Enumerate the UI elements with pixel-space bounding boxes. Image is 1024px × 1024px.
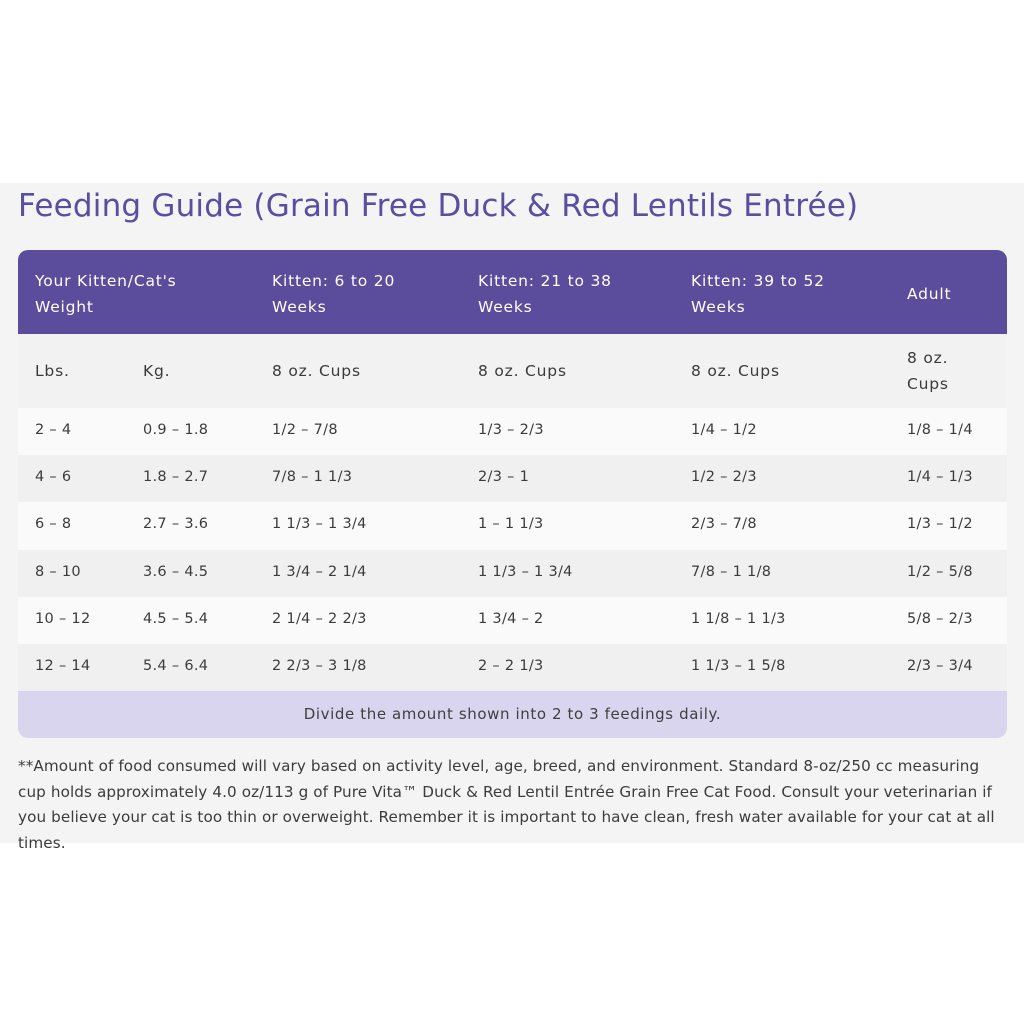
header-kitten-39-52 [691,268,825,320]
page-title: Feeding Guide (Grain Free Duck & Red Lentils Entrée) [18,188,859,224]
header-weight-line1: Your Kitten/Cat's [35,272,177,290]
cell-kitten-21-38: 1/3 – 2/3 [478,422,544,438]
table-header [18,250,1007,334]
header-col2-line1: Kitten: 21 to 38 [478,272,612,290]
subheader-adult-line1: 8 oz. [907,349,949,367]
cell-adult: 1/2 – 5/8 [907,564,973,580]
cell-kitten-6-20: 1 3/4 – 2 1/4 [272,564,367,580]
feedings-note-bar [18,691,1007,738]
cell-kitten-21-38: 1 – 1 1/3 [478,516,544,532]
cell-kitten-21-38: 1 3/4 – 2 [478,611,544,627]
feedings-note-text: Divide the amount shown into 2 to 3 feedings daily. [303,705,722,723]
table-subheader [18,334,1007,408]
cell-adult: 1/3 – 1/2 [907,516,973,532]
cell-kitten-39-52: 7/8 – 1 1/8 [691,564,772,580]
table-row [18,644,1007,691]
cell-adult: 5/8 – 2/3 [907,611,973,627]
cell-lbs: 12 – 14 [35,658,91,674]
disclaimer-note: **Amount of food consumed will vary based on activity level, age, breed, and environment. Standard 8-oz/250 cc measuring cup holds approximately 4.0 oz/113 g of Pure Vita™ Duck & Red Lentil Entrée Grain Free Cat Food. Consult your veterinarian if you believe your cat is too thin or overweight. Remember it is important to have clean, fresh water available for your cat at all times. [18,757,995,852]
cell-kg: 1.8 – 2.7 [143,469,209,485]
header-col1-line1: Kitten: 6 to 20 [272,272,396,290]
subheader-cups-adult [907,345,949,397]
cell-kitten-39-52: 1 1/3 – 1 5/8 [691,658,786,674]
cell-lbs: 2 – 4 [35,422,72,438]
cell-kg: 4.5 – 5.4 [143,611,209,627]
cell-kitten-39-52: 1/2 – 2/3 [691,469,757,485]
cell-adult: 2/3 – 3/4 [907,658,973,674]
cell-kitten-6-20: 1/2 – 7/8 [272,422,338,438]
header-col3-line1: Kitten: 39 to 52 [691,272,825,290]
header-col3-line2: Weeks [691,298,746,316]
cell-kitten-6-20: 1 1/3 – 1 3/4 [272,516,367,532]
cell-kg: 3.6 – 4.5 [143,564,209,580]
table-row [18,550,1007,597]
subheader-adult-line2: Cups [907,375,949,393]
cell-kg: 5.4 – 6.4 [143,658,209,674]
table-row [18,408,1007,455]
cell-kitten-6-20: 2 1/4 – 2 2/3 [272,611,367,627]
cell-kg: 0.9 – 1.8 [143,422,209,438]
cell-adult: 1/4 – 1/3 [907,469,973,485]
table-row [18,502,1007,549]
cell-adult: 1/8 – 1/4 [907,422,973,438]
header-col2-line2: Weeks [478,298,533,316]
cell-lbs: 4 – 6 [35,469,72,485]
cell-kitten-39-52: 2/3 – 7/8 [691,516,757,532]
table-row [18,455,1007,502]
header-kitten-6-20 [272,268,395,320]
header-kitten-21-38 [478,268,612,320]
cell-kitten-21-38: 2/3 – 1 [478,469,530,485]
cell-kitten-39-52: 1/4 – 1/2 [691,422,757,438]
cell-kitten-6-20: 7/8 – 1 1/3 [272,469,353,485]
header-adult: Adult [907,285,952,303]
subheader-cups-2: 8 oz. Cups [478,362,567,380]
cell-lbs: 10 – 12 [35,611,91,627]
header-col1-line2: Weeks [272,298,327,316]
feeding-table [18,250,1007,738]
cell-kitten-21-38: 2 – 2 1/3 [478,658,544,674]
cell-kitten-6-20: 2 2/3 – 3 1/8 [272,658,367,674]
cell-lbs: 8 – 10 [35,564,81,580]
subheader-lbs: Lbs. [35,362,70,380]
cell-kitten-39-52: 1 1/8 – 1 1/3 [691,611,786,627]
cell-kg: 2.7 – 3.6 [143,516,209,532]
cell-kitten-21-38: 1 1/3 – 1 3/4 [478,564,573,580]
table-row [18,597,1007,644]
subheader-cups-1: 8 oz. Cups [272,362,361,380]
cell-lbs: 6 – 8 [35,516,72,532]
header-weight-line2: Weight [35,298,94,316]
subheader-kg: Kg. [143,362,171,380]
header-weight [35,268,177,320]
subheader-cups-3: 8 oz. Cups [691,362,780,380]
